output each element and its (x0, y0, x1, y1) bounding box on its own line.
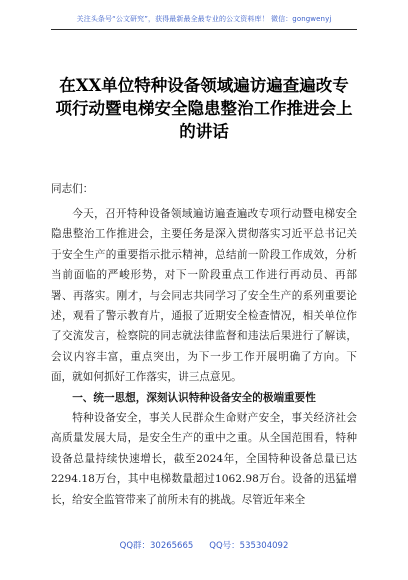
section-heading: 一、统一思想，深刻认识特种设备安全的极端重要性 (72, 391, 316, 404)
body-paragraph: 今天，召开特种设备领域遍访遍查遍改专项行动暨电梯安全隐患整治工作推进会，主要任务是深入贯彻落实习近平总书记关于安全生产的重要指示批示精神，总结前一阶段工作成效，分析当前面临的严峻形势，对下一阶段重点工作进行再动员、再部署、再落实。刚才，与会同志共同学习了安全生产的系列重要论述，观看了警示教育片，通报了近期安全检查情况，相关单位作了交流发言，检察院的同志就法律监督和违法后果进行了解读，会议内容丰富，重点突出，为下一步工作开展明确了方向。下面，就如何抓好工作落实，讲三点意见。 (51, 208, 357, 384)
footer-contact (0, 539, 408, 551)
header-banner: 关注头条号“公文研究”，获得最新最全最专业的公文资料库！ 微信：gongwenyj (76, 15, 332, 23)
salutation: 同志们： (51, 183, 94, 195)
header-divider (51, 29, 357, 30)
document-body (51, 204, 357, 510)
body-paragraph: 特种设备安全，事关人民群众生命财产安全，事关经济社会高质量发展大局，是安全生产的重中之重。从全国范围看，特种设备总量持续快速增长，截至2024年，全国特种设备总量已达2294.18万台，其中电梯数量超过1062.98万台。设备的迅猛增长，给安全监管带来了前所未有的挑战。尽管近年来全 (51, 412, 357, 506)
footer-qq-group: QQ群：30265665 (119, 541, 194, 551)
document-title: 在XX单位特种设备领域遍访遍查遍改专项行动暨电梯安全隐患整治工作推进会上的讲话 (55, 76, 353, 141)
footer-qq-number: QQ号：535304092 (209, 541, 289, 551)
